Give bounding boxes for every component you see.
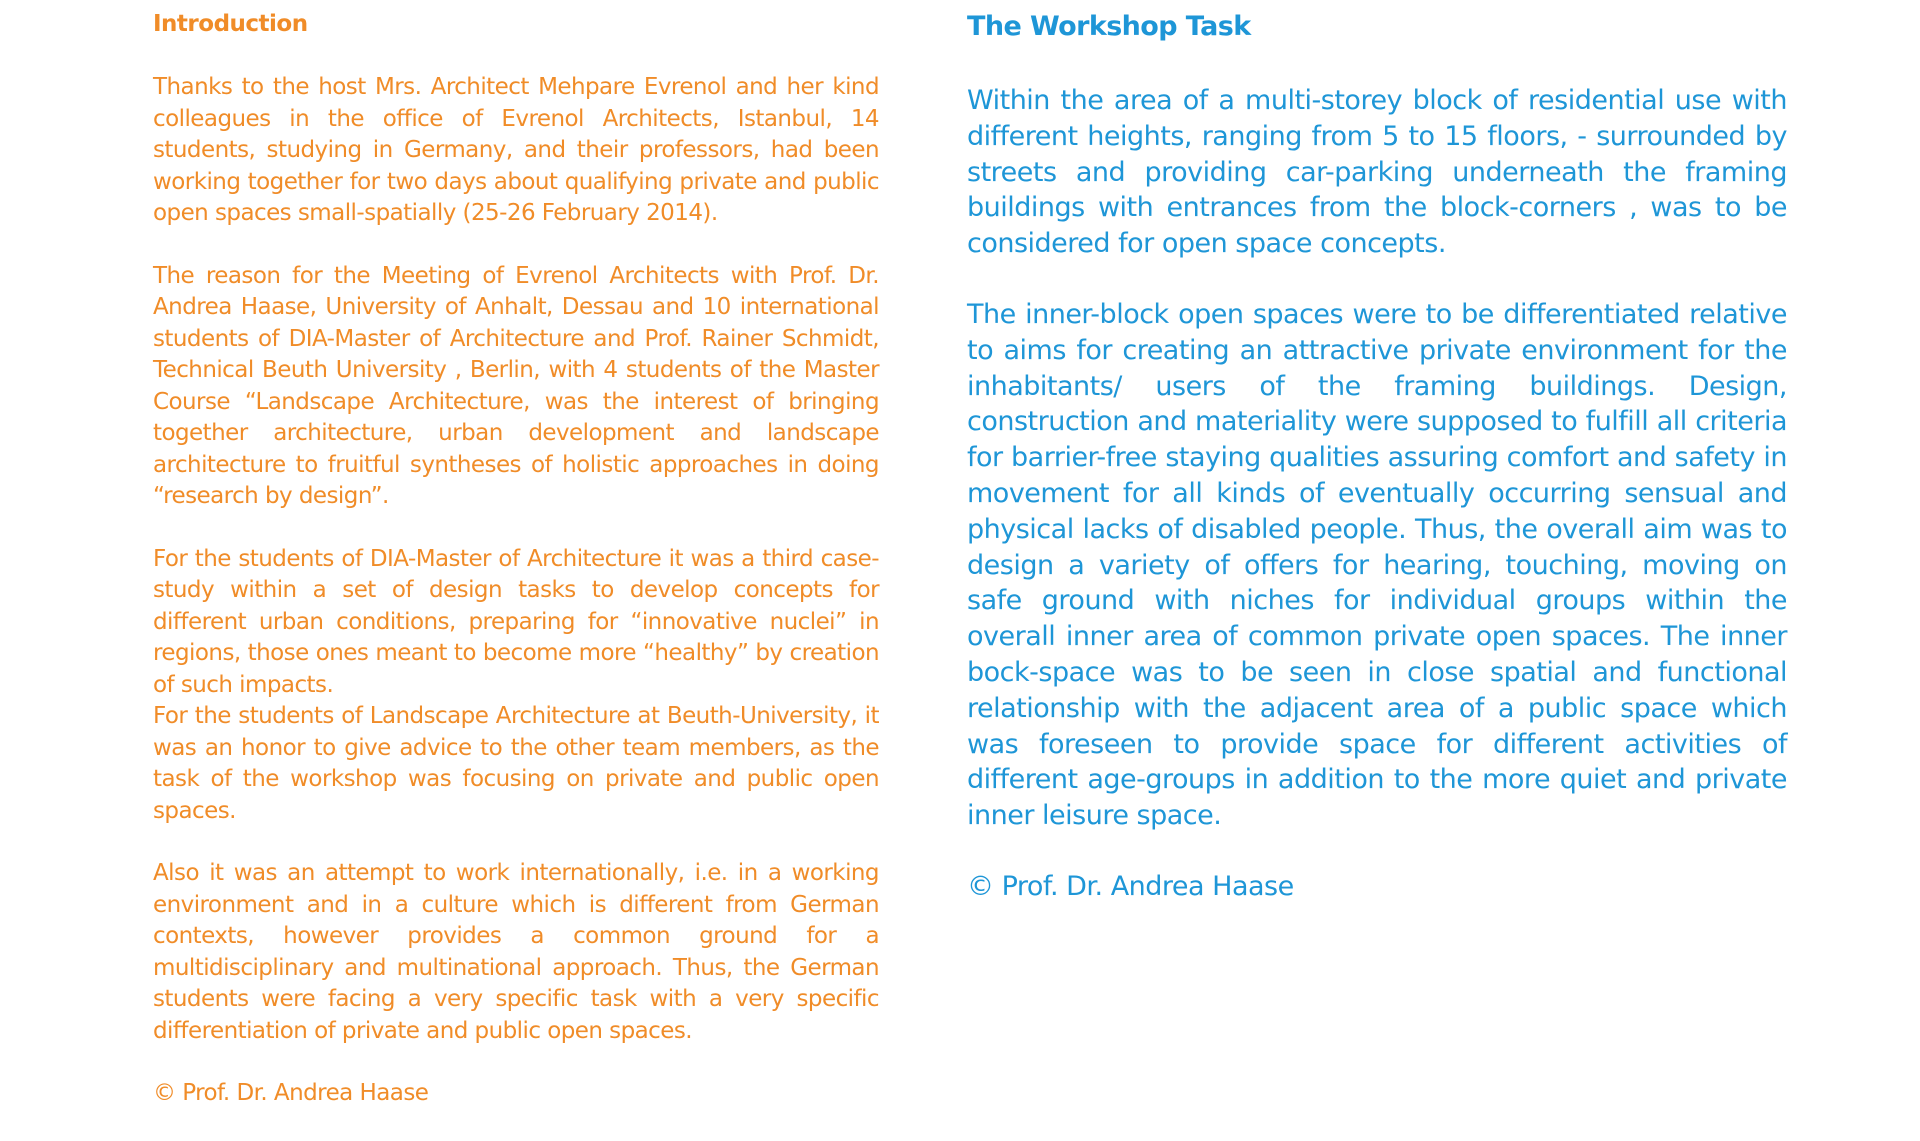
task-paragraph-2: The inner-block open spaces were to be differentiated relative to aims for creating an attractive private environment for the inhabitants/ users of the framing buildings. Design, construction and materiality were supposed to fulfill all criteria for barrier-free staying qualities assuring comfort and safety in movement for all kinds of eventually occurring sensual and physical lacks of disabled people. Thus, the overall aim was to design a variety of offers for hearing, touching, moving on safe ground with niches for individual groups within the overall inner area of common private open spaces. The inner bock-space was to be seen in close spatial and functional relationship with the adjacent area of a public space which was foreseen to provide space for different activities of different age-groups in addition to the more quiet and private inner leisure space.	[967, 298, 1787, 832]
task-paragraph-1: Within the area of a multi-storey block of residential use with different heights, ranging from 5 to 15 floors, - surrounded by streets and providing car-parking underneath the framing buildings with entrances from the block-corners , was to be considered for open space concepts.	[967, 85, 1787, 260]
intro-paragraph-4: For the students of Landscape Architecture at Beuth-University, it was an honor to give advice to the other team members, as the task of the workshop was focusing on private and public open spaces.	[153, 703, 879, 824]
workshop-task-heading: The Workshop Task	[967, 11, 1251, 42]
intro-paragraph-3: For the students of DIA-Master of Architecture it was a third case-study within a set of design tasks to develop concepts for different urban conditions, preparing for “innovative nuclei” in regions, those ones meant to become more “healthy” by creation of such impacts.	[153, 545, 879, 698]
task-credit: © Prof. Dr. Andrea Haase	[967, 870, 1294, 902]
intro-paragraph-5: Also it was an attempt to work internationally, i.e. in a working environment and in a culture which is different from German contexts, however provides a common ground for a multidisciplinary and multinational approach. Thus, the German students were facing a very specific task with a very specific differentiation of private and public open spaces.	[153, 860, 879, 1044]
intro-paragraph-2: The reason for the Meeting of Evrenol Architects with Prof. Dr. Andrea Haase, University of Anhalt, Dessau and 10 international students of DIA-Master of Architecture and Prof. Rainer Schmidt, Technical Beuth University , Berlin, with 4 students of the Master Course “Landscape Architecture, was the interest of bringing together architecture, urban development and landscape architecture to fruitful syntheses of holistic approaches in doing “research by design”.	[153, 262, 879, 509]
workshop-task-column	[967, 8, 1787, 940]
introduction-heading: Introduction	[153, 11, 308, 37]
introduction-column	[153, 6, 879, 1141]
intro-credit: © Prof. Dr. Andrea Haase	[153, 1080, 429, 1106]
intro-paragraph-1: Thanks to the host Mrs. Architect Mehpare Evrenol and her kind colleagues in the office of Evrenol Architects, Istanbul, 14 students, studying in Germany, and their professors, had been working together for two days about qualifying private and public open spaces small-spatially (25-26 February 2014).	[153, 74, 879, 226]
